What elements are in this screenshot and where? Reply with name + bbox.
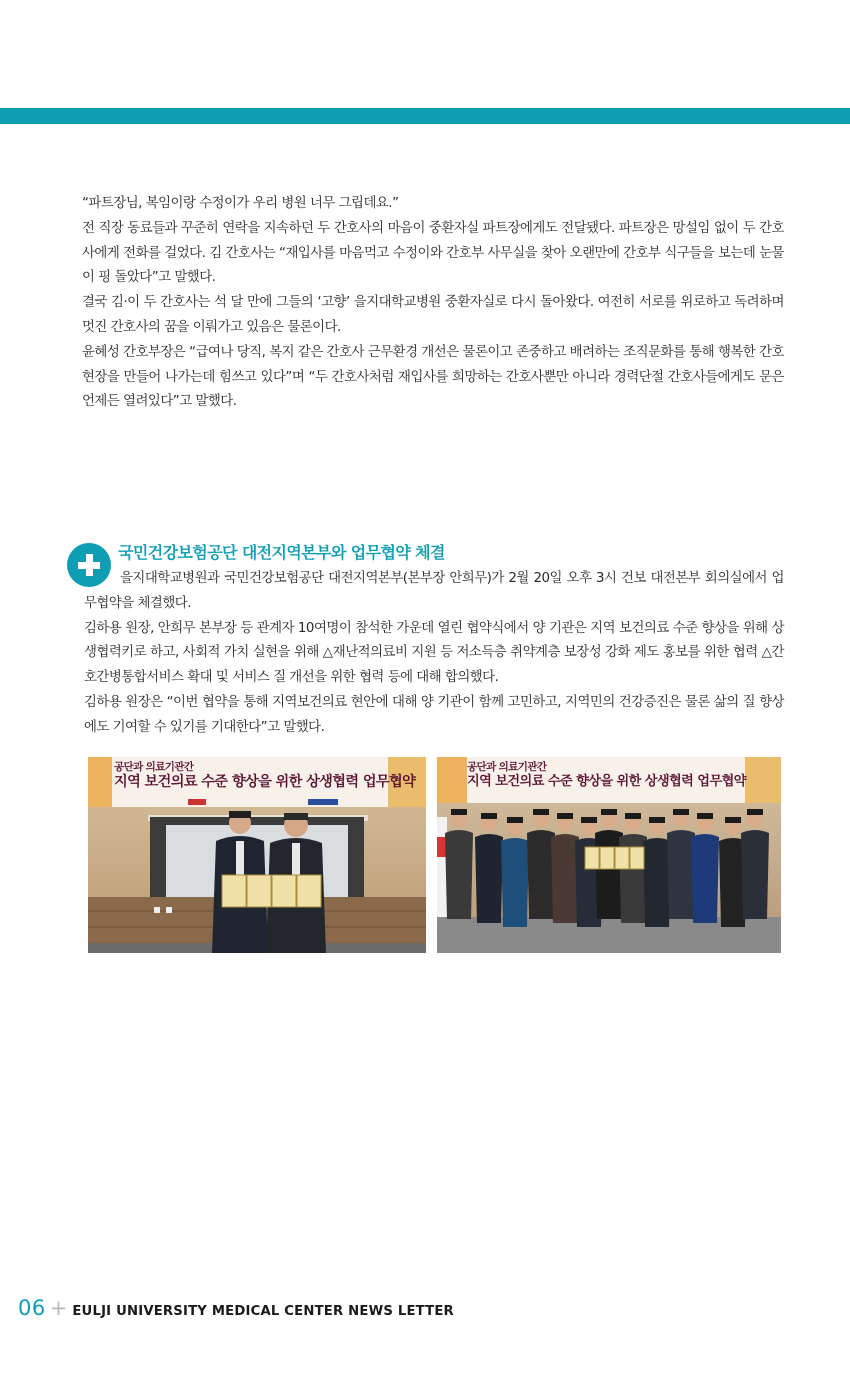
paragraph: 전 직장 동료들과 꾸준히 연락을 지속하던 두 간호사의 마음이 중환자실 파트장에게도 전달됐다. 파트장은 망설임 없이 두 간호사에게 전화를 걸었다. 김 간호사는 “재입사를 마음먹고 수정이와 간호부 사무실을 찾아 오랜만에 간호부 식구들을 보는데 눈물이 핑 돌았다”고 말했다. — [82, 220, 784, 286]
photo-signing-ceremony — [88, 757, 426, 953]
page-number: 06 — [18, 1296, 46, 1320]
article-body — [84, 567, 784, 741]
photo-group — [437, 757, 781, 953]
page-footer — [18, 1296, 454, 1324]
newsletter-title: EULJI UNIVERSITY MEDICAL CENTER NEWS LETTER — [72, 1304, 454, 1319]
paragraph: 김하용 원장은 “이번 협약을 통해 지역보건의료 현안에 대해 양 기관이 함께 고민하고, 지역민의 건강증진은 물론 삶의 질 향상에도 기여할 수 있기를 기대한다”고 말했다. — [84, 694, 784, 735]
top-accent-bar — [0, 108, 850, 124]
paragraph: 을지대학교병원과 국민건강보험공단 대전지역본부(본부장 안희무)가 2월 20일 오후 3시 건보 대전본부 회의실에서 업무협약을 체결했다. — [84, 571, 784, 611]
article-continuation — [82, 192, 784, 415]
plus-icon: + — [49, 1296, 68, 1320]
paragraph: “파트장님, 복임이랑 수정이가 우리 병원 너무 그립데요.” — [82, 196, 399, 211]
paragraph: 결국 김·이 두 간호사는 석 달 만에 그들의 ‘고향’ 을지대학교병원 중환자실로 다시 돌아왔다. 여전히 서로를 위로하고 독려하며 멋진 간호사의 꿈을 이뤄가고 있음은 물론이다. — [82, 295, 784, 335]
photo-banner: 공단과 의료기관간 지역 보건의료 수준 향상을 위한 상생협력 업무협약 — [114, 761, 416, 790]
paragraph: 윤혜성 간호부장은 “급여나 당직, 복지 같은 간호사 근무환경 개선은 물론이고 존중하고 배려하는 조직문화를 통해 행복한 간호현장을 만들어 나가는데 힘쓰고 있다”며 “두 간호사처럼 재입사를 희망하는 간호사뿐만 아니라 경력단절 간호사들에게도 문은 언제든 열려있다”고 말했다. — [82, 344, 784, 410]
photo-banner: 공단과 의료기관간 지역 보건의료 수준 향상을 위한 상생협력 업무협약 — [467, 761, 746, 789]
section-title: 국민건강보험공단 대전지역본부와 업무협약 체결 — [118, 543, 445, 562]
paragraph: 김하용 원장, 안희무 본부장 등 관계자 10여명이 참석한 가운데 열린 협약식에서 양 기관은 지역 보건의료 수준 향상을 위해 상생협력키로 하고, 사회적 가치 실현을 위해 △재난적의료비 지원 등 저소득층 취약계층 보장성 강화 제도 홍보를 위한 협력 △간호간병통합서비스 확대 및 서비스 질 개선을 위한 협력 등에 대해 합의했다. — [84, 620, 784, 686]
